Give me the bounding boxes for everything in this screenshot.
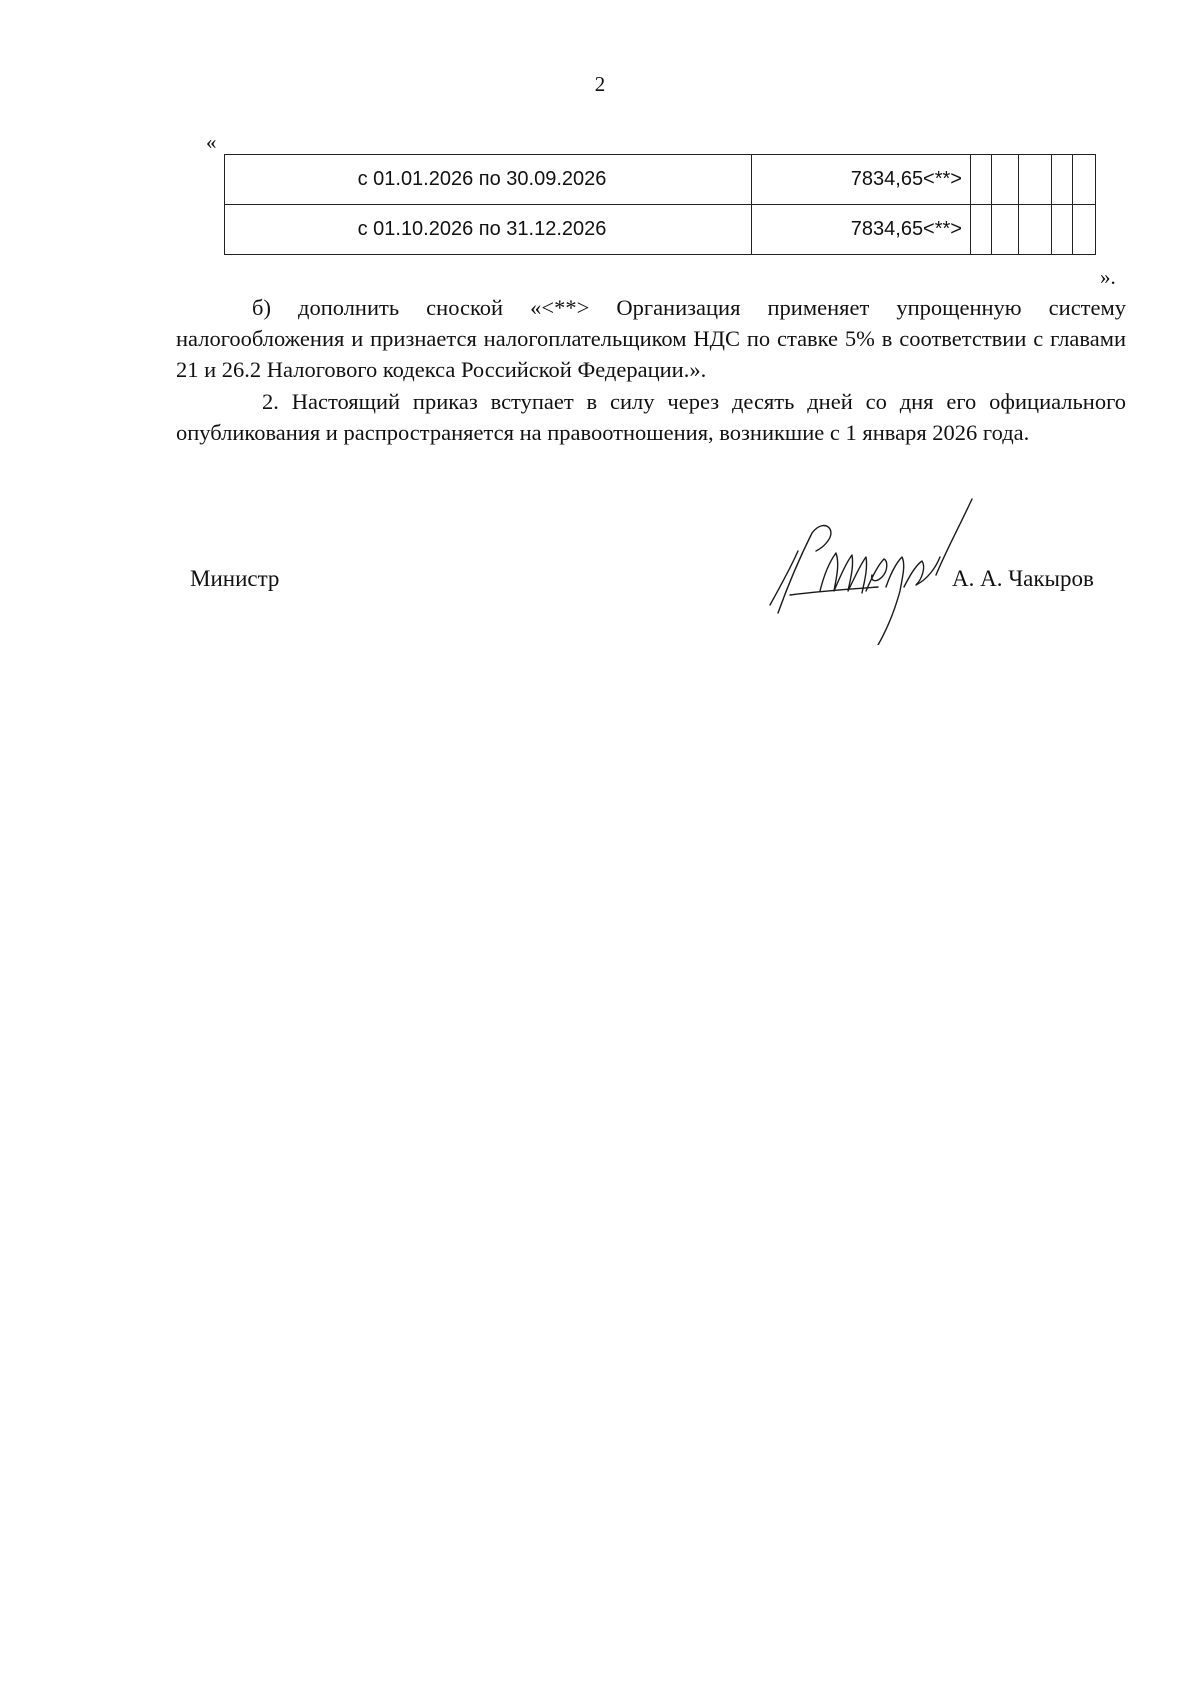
empty-cell	[1019, 205, 1052, 255]
value-cell: 7834,65<**>	[752, 205, 971, 255]
table-row	[225, 205, 1096, 255]
empty-cell	[1052, 205, 1073, 255]
empty-cell	[992, 155, 1019, 205]
empty-cell	[971, 155, 992, 205]
table-close-quote: ».	[1100, 265, 1116, 289]
page-number: 2	[594, 72, 606, 96]
empty-cell	[992, 205, 1019, 255]
rates-table	[224, 154, 1096, 255]
signer-title: Министр	[190, 566, 280, 591]
handwritten-signature	[760, 495, 980, 645]
value-cell: 7834,65<**>	[752, 155, 971, 205]
empty-cell	[1073, 155, 1096, 205]
empty-cell	[971, 205, 992, 255]
table-row	[225, 155, 1096, 205]
empty-cell	[1052, 155, 1073, 205]
empty-cell	[1073, 205, 1096, 255]
empty-cell	[1019, 155, 1052, 205]
table-open-quote: «	[206, 130, 217, 154]
period-cell: с 01.10.2026 по 31.12.2026	[225, 205, 752, 255]
paragraph-footnote-addition: б) дополнить сноской «<**> Организация применяет упрощенную систему налогообложения и признается налогоплательщиком НДС по ставке 5% в соответствии с главами 21 и 26.2 Налогового кодекса Российской Федерации.».	[176, 295, 1126, 382]
signer-name: А. А. Чакыров	[952, 566, 1094, 591]
paragraph-effective-date: 2. Настоящий приказ вступает в силу через десять дней со дня его официального опубликования и распространяется на правоотношения, возникшие с 1 января 2026 года.	[176, 389, 1126, 445]
period-cell: с 01.01.2026 по 30.09.2026	[225, 155, 752, 205]
